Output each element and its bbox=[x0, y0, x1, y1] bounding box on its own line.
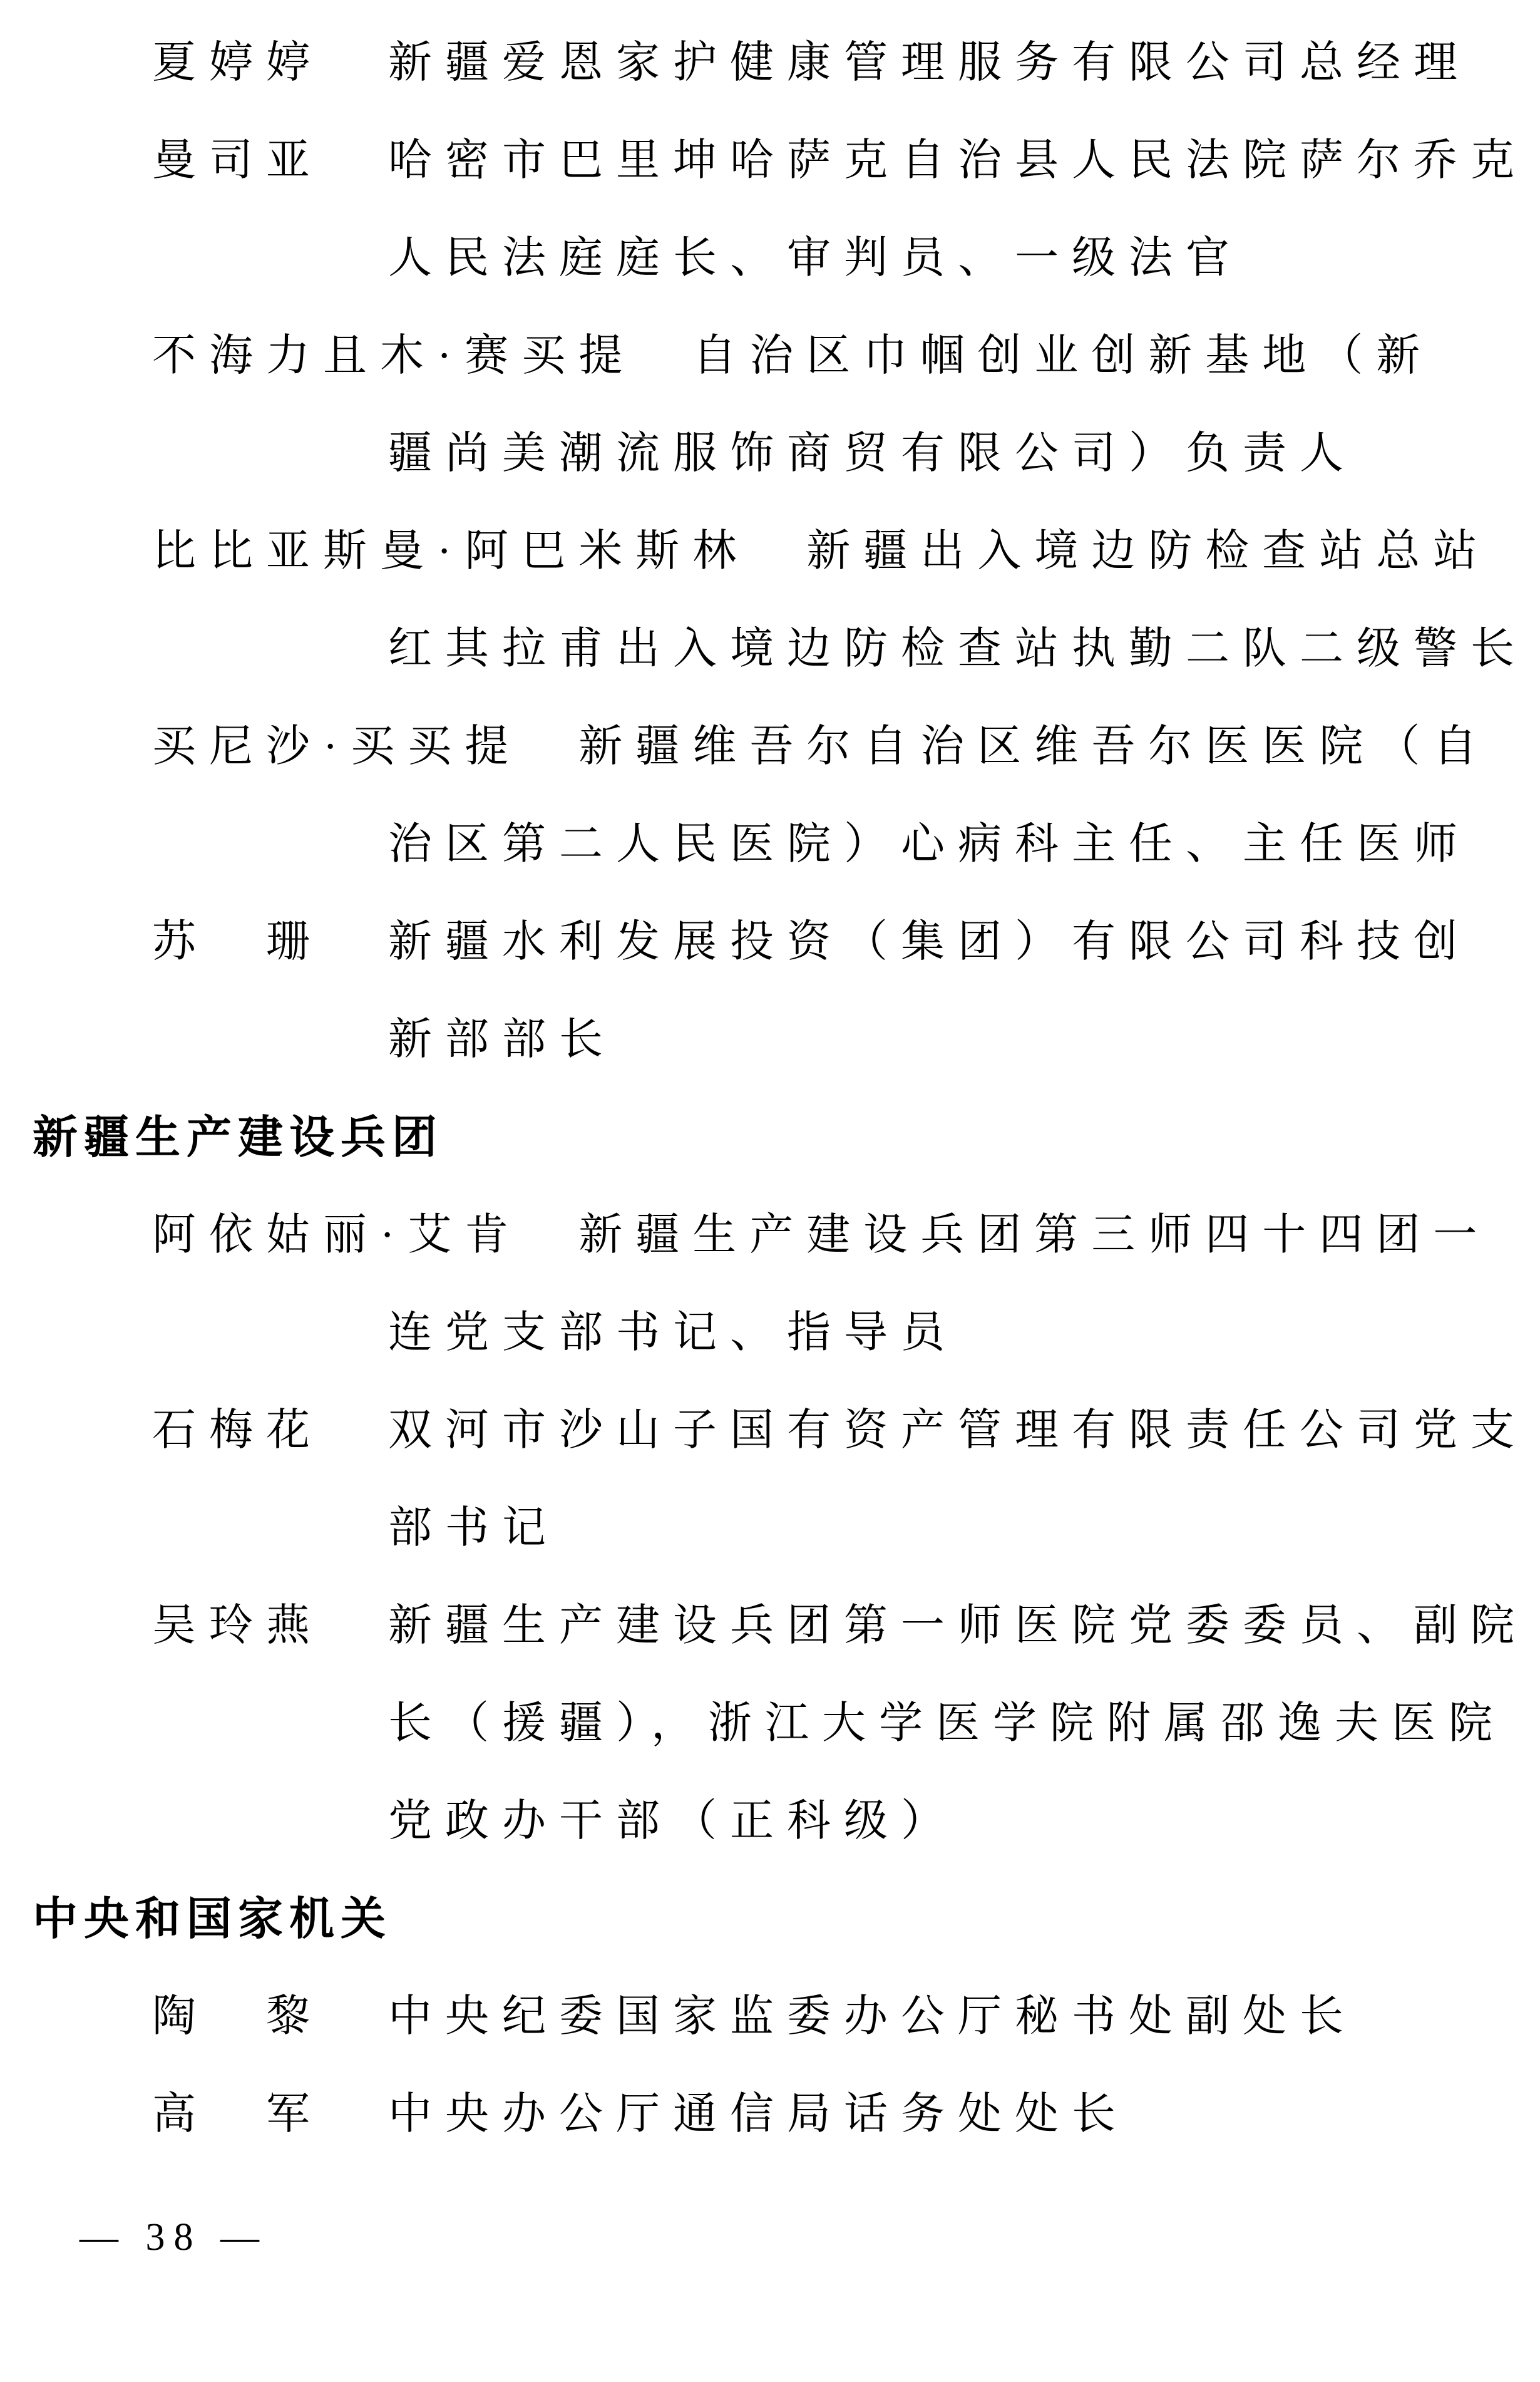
section-heading: 新疆生产建设兵团 bbox=[33, 1113, 444, 1163]
honoree-name: 曼司亚 bbox=[152, 137, 323, 185]
section-heading: 中央和国家机关 bbox=[33, 1894, 393, 1944]
honoree-name: 比比亚斯曼·阿巴米斯林 bbox=[152, 527, 750, 575]
honoree-position: 新疆爱恩家护健康管理服务有限公司总经理 bbox=[388, 39, 1471, 87]
page-number: — 38 — bbox=[80, 2216, 268, 2259]
honoree-position: 哈密市巴里坤哈萨克自治县人民法院萨尔乔克 bbox=[388, 137, 1527, 185]
honoree-line bbox=[152, 723, 1490, 771]
honoree-position: 长（援疆），浙江大学医学院附属邵逸夫医院 bbox=[388, 1699, 1506, 1748]
honoree-position: 红其拉甫出入境边防检查站执勤二队二级警长 bbox=[388, 625, 1527, 673]
honoree-name: 苏 珊 bbox=[152, 918, 323, 966]
honoree-position: 中央办公厅通信局话务处处长 bbox=[388, 2090, 1129, 2138]
honoree-position: 党政办干部（正科级） bbox=[388, 1797, 958, 1845]
honoree-line bbox=[152, 527, 1490, 576]
honoree-name: 买尼沙·买买提 bbox=[152, 723, 522, 771]
honoree-line bbox=[152, 332, 1433, 381]
honoree-position: 新疆生产建设兵团第三师四十四团一 bbox=[578, 1211, 1491, 1259]
honoree-name: 高 军 bbox=[152, 2090, 323, 2138]
honoree-name: 陶 黎 bbox=[152, 1993, 323, 2041]
honoree-position: 双河市沙山子国有资产管理有限责任公司党支 bbox=[388, 1406, 1527, 1455]
honoree-name: 石梅花 bbox=[152, 1406, 323, 1455]
honoree-position: 疆尚美潮流服饰商贸有限公司）负责人 bbox=[388, 430, 1357, 478]
honoree-position: 治区第二人民医院）心病科主任、主任医师 bbox=[388, 820, 1471, 869]
honoree-line bbox=[152, 1211, 1490, 1260]
honoree-position: 自治区巾帼创业创新基地（新 bbox=[692, 332, 1434, 380]
honoree-name: 吴玲燕 bbox=[152, 1602, 323, 1650]
honoree-position: 新部部长 bbox=[388, 1016, 616, 1064]
honoree-position: 新疆生产建设兵团第一师医院党委委员、副院 bbox=[388, 1602, 1527, 1650]
honoree-position: 人民法庭庭长、审判员、一级法官 bbox=[388, 234, 1243, 282]
honoree-position: 新疆水利发展投资（集团）有限公司科技创 bbox=[388, 918, 1471, 966]
honoree-position: 新疆维吾尔自治区维吾尔医医院（自 bbox=[578, 723, 1491, 771]
honoree-position: 连党支部书记、指导员 bbox=[388, 1309, 958, 1357]
honoree-position: 新疆出入境边防检查站总站 bbox=[806, 527, 1491, 575]
honoree-name: 不海力且木·赛买提 bbox=[152, 332, 636, 380]
honoree-position: 中央纪委国家监委办公厅秘书处副处长 bbox=[388, 1993, 1357, 2041]
honoree-name: 夏婷婷 bbox=[152, 39, 323, 87]
honoree-name: 阿依姑丽·艾肯 bbox=[152, 1211, 522, 1259]
honoree-position: 部书记 bbox=[388, 1504, 559, 1552]
